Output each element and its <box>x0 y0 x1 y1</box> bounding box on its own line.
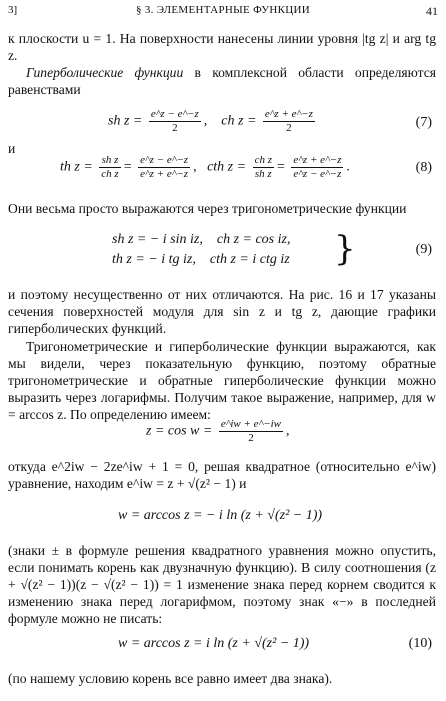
equation-arccos-minus: w = arccos z = − i ln (z + √(z² − 1)) <box>118 508 323 523</box>
paragraph-4: и поэтому несущественно от них отличаются. На рис. 16 и 17 указаны сечения поверхностей модуля для sin z и tg z, дающие графики гиперболических функций. <box>8 287 436 336</box>
equation-10-number: (10) <box>408 636 432 651</box>
eq7-lhs-ch: ch z = <box>221 113 257 129</box>
running-header <box>8 4 438 20</box>
equation-10: w = arccos z = i ln (z + √(z² − 1)) <box>118 636 310 651</box>
paragraph-6: откуда e^2iw − 2ze^iw + 1 = 0, решая квадратное (относительно e^iw) уравнение, находим e^iw = z + √(z² − 1) и <box>8 459 436 491</box>
eq9-line-2: th z = − i tg iz, cth z = i ctg iz <box>112 252 290 267</box>
page-number: 41 <box>426 4 438 18</box>
header-left: 3] <box>8 4 18 16</box>
section-title: § 3. ЭЛЕМЕНТАРНЫЕ ФУНКЦИИ <box>136 4 310 16</box>
right-brace: } <box>334 229 356 269</box>
eq7-lhs-sh: sh z = <box>108 113 143 129</box>
hyperbolic-functions-term: Гиперболические функции <box>26 65 184 80</box>
equation-9-number: (9) <box>415 242 432 257</box>
paragraph-8: (по нашему условию корень все равно имеет два знака). <box>8 671 333 686</box>
eq7-frac-sh: $\frac{e\^{}z - e\^{}-z}{2}$ <box>150 108 199 134</box>
paragraph-2 <box>8 64 436 98</box>
paragraph-1: к плоскости u = 1. На поверхности нанесены линии уровня |tg z| и arg tg z. <box>8 31 436 63</box>
equation-8: th z = $\frac{\text{sh z}}{\text{ch z}}$ = $\frac{e\^{}z - e\^{}-z}{e\^{}z + e\^{}-z}$ , cth z = $\frac{\text{ch z}}{\text{sh z}}$ = $\frac{e\^{}z + e\^{}-z}{e\^{}z - e\^{}-z}$ . <box>60 154 350 180</box>
paragraph-2-rest: в комплексной области определяются равенствами <box>8 65 436 97</box>
equation-8-number: (8) <box>415 160 432 175</box>
equation-7: sh z = $\frac{e\^{}z - e\^{}-z}{2}$ , ch z = $\frac{e\^{}z + e\^{}-z}{2}$ <box>108 108 313 134</box>
paragraph-3: Они весьма просто выражаются через тригонометрические функции <box>8 201 407 216</box>
equation-cos-w: z = cos w = $\frac{e\^{}iw + e\^{}-iw}{2}$ , <box>146 418 290 444</box>
equation-7-number: (7) <box>415 115 432 130</box>
conjunction-and: и <box>8 141 16 156</box>
eq9-line-1: sh z = − i sin iz, ch z = cos iz, <box>112 232 291 247</box>
paragraph-5: Тригонометрические и гиперболические функции выражаются, как мы видели, через показательную функцию, поэтому обратные тригонометрические и обратные гиперболические функции можно выразить через логарифмы. Получим такое выражение, например, для w = arccos z. По определению имеем: <box>8 339 436 422</box>
eq7-frac-ch: $\frac{e\^{}z + e\^{}-z}{2}$ <box>264 108 313 134</box>
paragraph-7: (знаки ± в формуле решения квадратного уравнения можно опустить, если понимать корень как двузначную функцию). В силу соотношения (z + √(z² − 1))(z − √(z² − 1)) = 1 изменение знака перед корнем сводится к изменению знака перед логарифмом, поэтому знак «−» в последней формуле можно не писать: <box>8 543 436 626</box>
